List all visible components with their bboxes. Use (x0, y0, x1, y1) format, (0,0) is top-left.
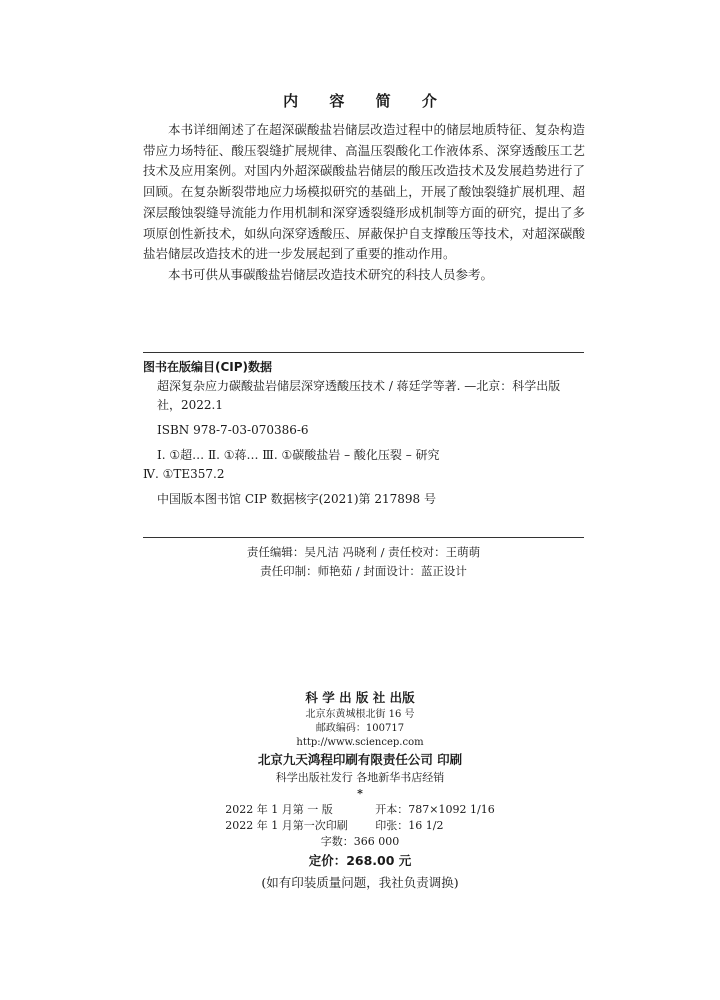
print-sheets: 印张：16 1/2 (375, 819, 444, 832)
cip-isbn: ISBN 978-7-03-070386-6 (157, 423, 309, 437)
publication-info (0, 688, 720, 894)
cip-block (143, 358, 584, 509)
cip-record: 超深复杂应力碳酸盐岩储层深穿透酸压技术 / 蒋廷学等著. —北京：科学出版社，2022.1 (157, 379, 561, 412)
credits-line-1: 责任编辑：吴凡洁 冯晓利 / 责任校对：王萌萌 (246, 545, 481, 559)
publisher-address: 北京东黄城根北街 16 号 (305, 709, 415, 720)
separator-star: * (357, 787, 363, 800)
summary-paragraph-2: 本书可供从事碳酸盐岩储层改造技术研究的科技人员参考。 (168, 266, 494, 282)
divider-top (143, 352, 584, 353)
cip-number: 中国版本图书馆 CIP 数据核字(2021)第 217898 号 (157, 492, 436, 506)
print-date: 2022 年 1 月第一次印刷 (225, 819, 348, 832)
printer-line: 北京九天鸿程印刷有限责任公司 印刷 (257, 752, 463, 767)
divider-bottom (143, 537, 584, 538)
quality-note: (如有印装质量问题，我社负责调换) (261, 875, 459, 890)
website: http://www.sciencep.com (296, 737, 424, 748)
edition-specs (225, 802, 494, 834)
credits-line-2: 责任印制：师艳茹 / 封面设计：蓝正设计 (260, 564, 467, 578)
cip-classification-2: Ⅳ. ①TE357.2 (143, 467, 225, 481)
cip-classification-1: Ⅰ. ①超… Ⅱ. ①蒋… Ⅲ. ①碳酸盐岩 – 酸化压裂 – 研究 (157, 448, 440, 462)
summary-paragraph-1: 本书详细阐述了在超深碳酸盐岩储层改造过程中的储层地质特征、复杂构造带应力场特征、酸压裂缝扩展规律、高温压裂酸化工作液体系、深穿透酸压工艺技术及应用案例。对国内外超深碳酸盐岩储层的酸压改造技术及发展趋势进行了回顾。在复杂断裂带地应力场模拟研究的基础上，开展了酸蚀裂缝扩展机理、超深层酸蚀裂缝导流能力作用机制和深穿透裂缝形成机制等方面的研究，提出了多项原创性新技术，如纵向深穿透酸压、屏蔽保护自支撑酸压等技术，对超深碳酸盐岩储层改造技术的进一步发展起到了重要的推动作用。 (143, 122, 585, 262)
content-summary (143, 120, 585, 286)
word-count: 字数：366 000 (320, 835, 400, 848)
cip-heading: 图书在版编目(CIP)数据 (143, 360, 273, 374)
distribution-line: 科学出版社发行 各地新华书店经销 (275, 771, 445, 784)
editorial-credits (143, 543, 584, 581)
publisher-line: 科 学 出 版 社 出版 (305, 690, 415, 705)
postcode: 邮政编码：100717 (315, 723, 405, 734)
price: 定价：268.00 元 (308, 853, 412, 868)
page-title: 内 容 简 介 (283, 92, 450, 110)
edition-date: 2022 年 1 月第 一 版 (225, 803, 333, 816)
book-format: 开本：787×1092 1/16 (375, 803, 495, 816)
